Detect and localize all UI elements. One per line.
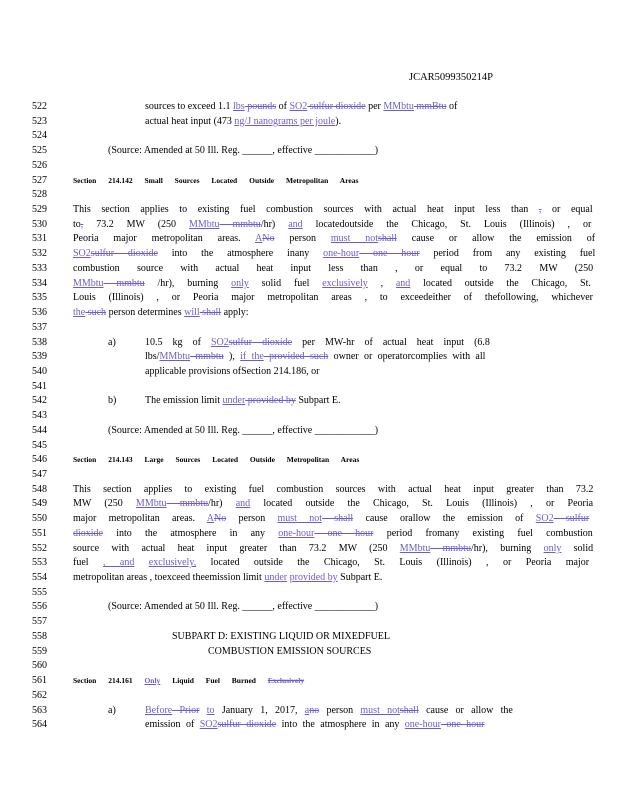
text-line [145, 101, 457, 113]
line-number: 550 [32, 513, 47, 525]
deleted-text: Prior [172, 704, 200, 716]
text-segment: The emission limit [145, 395, 223, 407]
text-segment: of [446, 101, 458, 112]
text-line [108, 601, 378, 613]
inserted-text: ng/J [234, 115, 252, 127]
text-segment: Section 214.161 [73, 676, 145, 686]
line-number: 530 [32, 218, 47, 230]
inserted-text: and [235, 498, 251, 510]
deleted-text: shall [378, 233, 397, 245]
text-line [73, 233, 595, 245]
deleted-text: sulfur dioxide [217, 719, 277, 731]
line-number: 548 [32, 483, 47, 495]
deleted-text: sulfur dioxide [228, 336, 293, 348]
text-segment: Peoria major metropolitan areas. [73, 233, 255, 245]
line-number: 538 [32, 336, 47, 348]
line-number: 526 [32, 159, 47, 171]
line-number: 535 [32, 292, 47, 304]
text-segment: actual heat input (473 [145, 115, 235, 127]
inserted-text: 2 [85, 248, 91, 260]
line-number: 533 [32, 262, 47, 274]
inserted-text: MMbtu [159, 351, 191, 363]
inserted-text: if the [240, 351, 264, 363]
line-number: 534 [32, 277, 47, 289]
inserted-text: will [184, 307, 200, 319]
deleted-text: No [262, 233, 275, 245]
text-segment [134, 557, 148, 568]
inserted-text: exclusively [322, 277, 368, 289]
inserted-text: must not [277, 513, 322, 525]
document-code: JCAR5099350214P [409, 72, 494, 83]
inserted-text: one-hour [278, 527, 315, 539]
line-number: 524 [32, 130, 47, 142]
inserted-text: under [264, 572, 288, 584]
inserted-text: under [222, 395, 246, 407]
text-segment: located outside the Chicago, St. Louis (Illinois) , or Peoria major [196, 557, 590, 569]
text-line [108, 425, 378, 437]
text-segment: period fromany existing fuel combustion [373, 527, 593, 539]
inserted-text: A [255, 233, 263, 245]
text-segment: emission of [145, 719, 200, 731]
line-number: 528 [32, 189, 47, 201]
text-segment: major metropolitan areas. [73, 513, 207, 525]
text-line [208, 646, 371, 658]
inserted-text: and [288, 218, 303, 230]
text-segment: MW (250 [73, 498, 136, 510]
text-line [73, 292, 593, 304]
deleted-text: shall [399, 704, 419, 716]
line-number: 560 [32, 660, 47, 672]
line-number: 545 [32, 439, 47, 451]
text-segment: ). [335, 115, 342, 127]
inserted-text: must not [330, 233, 379, 245]
line-number: 522 [32, 101, 47, 112]
line-number: 542 [32, 395, 47, 407]
text-segment: (Source: Amended at 50 Ill. Reg. ______, effective ____________) [108, 145, 379, 157]
inserted-text: MMbtu [383, 101, 414, 112]
deleted-text: Exclusively [267, 676, 305, 686]
deleted-text: shall [199, 307, 222, 319]
inserted-text: SO [73, 248, 86, 260]
line-number: 527 [32, 174, 47, 186]
deleted-text: one hour [314, 527, 374, 539]
inserted-text: SO [289, 101, 303, 112]
line-number: 532 [32, 248, 47, 260]
line-number: 536 [32, 307, 47, 319]
line-number: 552 [32, 542, 47, 554]
text-segment: person [319, 704, 361, 716]
line-number: 546 [32, 454, 47, 466]
line-number: 555 [32, 586, 47, 598]
deleted-text: mmbtu [430, 542, 471, 554]
line-number: 543 [32, 410, 47, 422]
text-line [73, 307, 249, 319]
text-segment [200, 705, 207, 716]
inserted-text: 2 [223, 336, 229, 348]
text-line [73, 278, 591, 290]
text-segment: owner or operatorcomplies with all [328, 351, 486, 363]
text-line [73, 248, 595, 260]
text-segment: period from any existing fuel [419, 248, 596, 260]
inserted-text: must not [360, 704, 400, 716]
text-segment: into the atmosphere in any [103, 527, 279, 539]
line-number: 529 [32, 204, 47, 216]
text-segment: /hr), burning [470, 542, 544, 554]
deleted-text: pounds [244, 101, 277, 112]
text-segment: Section 214.142 Small Sources Located Outside Metropolitan Areas [73, 175, 359, 185]
deleted-text: one hour [359, 248, 420, 260]
text-segment: applicable provisions ofSection 214.186, or [145, 365, 320, 377]
line-number: 541 [32, 380, 47, 392]
text-line [73, 513, 589, 525]
inserted-text: , and [102, 557, 135, 569]
line-number: 540 [32, 365, 47, 377]
deleted-text: No [214, 513, 227, 525]
inserted-text: exclusively, [148, 557, 197, 569]
line-number: 531 [32, 233, 47, 245]
text-segment: This section applies to existing fuel combustion sources with actual heat input less than [73, 204, 539, 216]
inserted-text: 2 [302, 101, 308, 112]
text-line [73, 175, 358, 187]
text-segment: Liquid Fuel Burned [160, 676, 268, 686]
inserted-text: SO [199, 719, 213, 731]
text-segment: person [274, 233, 331, 245]
text-segment: locatedoutside the Chicago, St. Louis (Illinois) , or [302, 218, 592, 230]
text-line [73, 484, 593, 496]
text-line [73, 557, 589, 569]
line-number: 554 [32, 572, 47, 584]
deleted-text: sulfur dioxide [90, 248, 158, 260]
text-line [145, 116, 341, 128]
text-line [145, 395, 341, 407]
inserted-text: lbs [233, 101, 245, 112]
inserted-text: 2 [548, 513, 554, 525]
line-number: 544 [32, 424, 47, 436]
text-line [145, 366, 319, 378]
text-segment: located outside the Chicago, St. [410, 277, 591, 289]
text-segment: /hr) [260, 218, 289, 230]
line-number: 553 [32, 557, 47, 569]
text-segment: metropolitan areas , toexceed theemission limit [73, 572, 265, 584]
line-number: 556 [32, 601, 47, 613]
inserted-text: one-hour [323, 248, 360, 260]
deleted-text: one hour [440, 719, 485, 731]
line-number: 564 [32, 719, 47, 731]
list-label: a) [108, 336, 116, 348]
text-segment: solid [561, 542, 594, 554]
text-segment: This section applies to existing fuel combustion sources with actual heat input greater than 73.2 [73, 483, 594, 495]
line-number: 559 [32, 645, 47, 657]
inserted-text: SO [210, 336, 224, 348]
line-number: 557 [32, 616, 47, 628]
deleted-text: no [309, 704, 320, 716]
text-segment: /hr) [208, 498, 236, 510]
text-segment: /hr), burning [144, 277, 232, 289]
text-segment: sources to exceed 1.1 [145, 101, 234, 112]
inserted-text: a [304, 704, 310, 716]
text-segment: 73.2 MW (250 [83, 218, 189, 230]
text-segment: cause or allow the emission of [396, 233, 596, 245]
text-segment: of [276, 101, 290, 112]
text-line [145, 351, 485, 363]
text-line [73, 543, 593, 555]
line-number: 561 [32, 675, 47, 687]
text-line [73, 454, 359, 466]
text-segment: COMBUSTION EMISSION SOURCES [208, 645, 372, 657]
line-number: 525 [32, 145, 47, 157]
text-segment: 10.5 kg of [145, 336, 211, 348]
inserted-text: 2 [212, 719, 218, 731]
text-line [145, 337, 490, 349]
line-number: 547 [32, 469, 47, 480]
line-number: 539 [32, 351, 47, 363]
text-segment: Subpart E. [337, 572, 383, 584]
text-line [145, 705, 513, 717]
text-segment: solid fuel [248, 277, 323, 289]
deleted-text: sulfur [553, 513, 590, 525]
line-number: 562 [32, 689, 47, 701]
inserted-text: Only [144, 676, 161, 686]
line-number: 549 [32, 498, 47, 510]
line-number: 558 [32, 630, 47, 642]
text-segment: into the atmosphere in any [276, 719, 405, 731]
text-segment: source with actual heat input greater than 73.2 MW (250 [73, 542, 400, 554]
inserted-text: only [231, 277, 249, 289]
text-segment: , [367, 277, 396, 289]
text-segment: (Source: Amended at 50 Ill. Reg. ______, effective ____________) [108, 601, 379, 613]
inserted-text: MMbtu [73, 277, 104, 289]
text-line [73, 263, 593, 275]
deleted-text: , [80, 218, 84, 230]
deleted-text: , [538, 204, 542, 216]
inserted-text: the [73, 307, 86, 319]
text-line [73, 204, 593, 216]
text-segment: Louis (Illinois) , or Peoria major metropolitan areas , to exceedeither of thefollowing, whichever [73, 292, 593, 304]
text-segment: per MW-hr of actual heat input (6.8 [292, 336, 490, 348]
inserted-text: Before [145, 704, 173, 716]
text-segment: per [365, 101, 384, 112]
text-line [73, 572, 382, 584]
deleted-text: such [85, 307, 107, 319]
line-number: 523 [32, 115, 47, 127]
inserted-text: and [395, 277, 411, 289]
text-segment: SUBPART D: EXISTING LIQUID OR MIXEDFUEL [172, 630, 391, 642]
text-segment: apply: [221, 307, 249, 319]
inserted-text: MMbtu [399, 542, 431, 554]
deleted-text: dioxide [73, 527, 103, 539]
inserted-text: MMbtu [188, 218, 220, 230]
text-segment: cause orallow the emission of [353, 513, 536, 525]
deleted-text: mmbtu [219, 218, 261, 230]
deleted-text: mmbtu [166, 498, 209, 510]
inserted-text: MMbtu [135, 498, 167, 510]
text-segment: person determines [106, 307, 185, 319]
text-line [73, 219, 591, 231]
line-number: 537 [32, 321, 47, 333]
inserted-text: only [543, 542, 562, 554]
line-number: 563 [32, 704, 47, 716]
text-line [73, 528, 593, 540]
text-segment: combustion source with actual heat input less than , or equal to 73.2 MW (250 [73, 262, 594, 274]
deleted-text: mmbtu [190, 351, 224, 363]
list-label: b) [108, 395, 117, 407]
text-segment: fuel [73, 557, 103, 569]
deleted-text: mmBtu [413, 101, 447, 112]
deleted-text: provided such [263, 351, 329, 363]
text-segment: or equal [541, 204, 593, 216]
deleted-text: mmbtu [103, 277, 145, 289]
list-label: a) [108, 704, 116, 716]
text-segment: person [226, 513, 278, 525]
text-segment: Subpart E. [295, 395, 341, 407]
inserted-text: to [206, 704, 215, 716]
text-line [73, 675, 304, 687]
text-segment: January 1, 2017, [214, 704, 305, 716]
text-segment: lbs/ [145, 351, 160, 363]
text-segment: cause or allow the [418, 704, 513, 716]
text-line [145, 719, 485, 731]
deleted-text: shall [322, 513, 354, 525]
inserted-text: SO [535, 513, 549, 525]
text-segment: Section 214.143 Large Sources Located Outside Metropolitan Areas [73, 455, 360, 465]
inserted-text: one-hour [404, 719, 441, 731]
text-line [108, 145, 378, 157]
inserted-text: provided by [289, 572, 338, 584]
text-segment: ), [223, 351, 241, 363]
text-segment: located outside the Chicago, St. Louis (Illinois) , or Peoria [250, 498, 594, 510]
text-segment: into the atmosphere inany [157, 248, 324, 260]
line-number: 551 [32, 527, 47, 539]
deleted-text: provided by [245, 395, 296, 407]
inserted-text: nanograms per joule [251, 115, 336, 127]
text-line [73, 498, 593, 510]
inserted-text: A [206, 513, 215, 525]
deleted-text: sulfur dioxide [307, 101, 366, 112]
text-segment: to [73, 218, 81, 230]
text-line [172, 631, 390, 643]
text-segment: (Source: Amended at 50 Ill. Reg. ______, effective ____________) [108, 424, 379, 436]
